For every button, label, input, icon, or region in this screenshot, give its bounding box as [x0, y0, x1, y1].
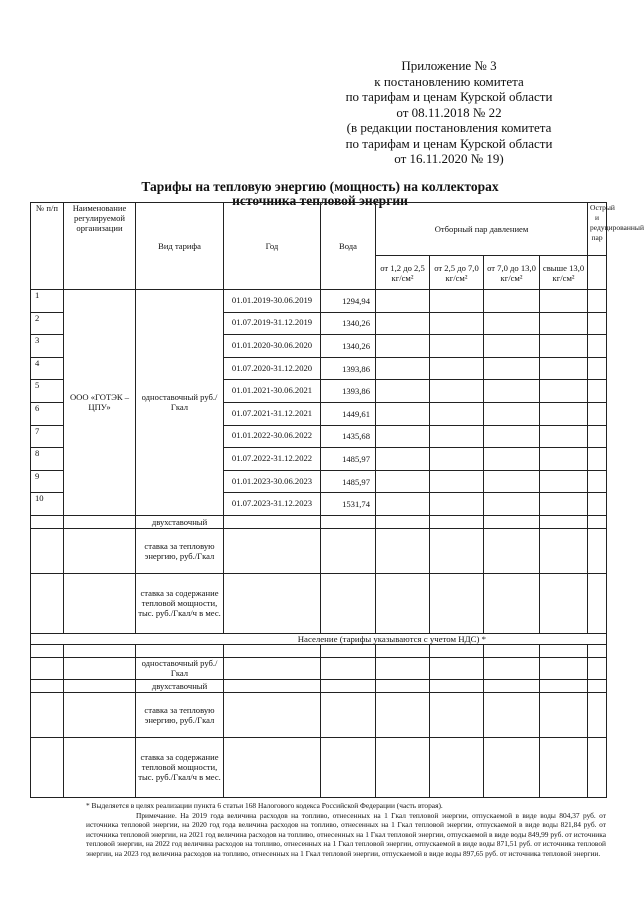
header-line: Приложение № 3 — [401, 58, 497, 73]
footnotes — [86, 801, 606, 858]
row-number: 4 — [31, 357, 64, 380]
row-number: 2 — [31, 312, 64, 335]
header-steam-2: от 2,5 до 7,0 кг/см² — [430, 256, 484, 290]
table-row — [31, 692, 607, 737]
period: 01.01.2019-30.06.2019 — [224, 290, 321, 313]
period: 01.07.2021-31.12.2021 — [224, 402, 321, 425]
population-row — [31, 633, 607, 644]
period: 01.01.2023-30.06.2023 — [224, 470, 321, 493]
rate-energy-label: ставка за тепловую энергию, руб./Гкал — [136, 528, 224, 573]
population-label: Население (тарифы указываются с учетом НДС) * — [31, 633, 607, 644]
water-value: 1294,94 — [321, 290, 376, 313]
title-line: Тарифы на тепловую энергию (мощность) на коллекторах — [141, 179, 499, 194]
tariff-table — [30, 202, 644, 798]
water-value: 1485,97 — [321, 448, 376, 471]
header-line: (в редакции постановления комитета — [346, 120, 552, 135]
period: 01.01.2022-30.06.2022 — [224, 425, 321, 448]
pop-rate-capacity-label: ставка за содержание тепловой мощности, тыс. руб./Гкал/ч в мес. — [136, 737, 224, 797]
header-year: Год — [224, 203, 321, 290]
title-line: источника тепловой энергии — [232, 193, 408, 208]
footnote-vat: * Выделяется в целях реализации пункта 6 статьи 168 Налогового кодекса Российской Федерации (часть вторая). — [86, 801, 443, 810]
water-value: 1435,68 — [321, 425, 376, 448]
pop-one-rate-label: одноставочный руб./Гкал — [136, 657, 224, 679]
header-steam-1: от 1,2 до 2,5 кг/см² — [376, 256, 430, 290]
period: 01.07.2022-31.12.2022 — [224, 448, 321, 471]
header-line: по тарифам и ценам Курской области — [345, 135, 553, 151]
tariff-type-one-rate: одноставочный руб./Гкал — [136, 290, 224, 516]
row-number: 9 — [31, 470, 64, 493]
appendix-header — [318, 58, 580, 167]
row-number: 8 — [31, 448, 64, 471]
header-tariff-type: Вид тарифа — [136, 203, 224, 290]
header-line: от 08.11.2018 № 22 — [396, 104, 502, 120]
row-number: 1 — [31, 290, 64, 313]
row-number: 10 — [31, 493, 64, 516]
table-row — [31, 644, 607, 657]
water-value: 1393,86 — [321, 357, 376, 380]
period: 01.01.2021-30.06.2021 — [224, 380, 321, 403]
row-number: 5 — [31, 380, 64, 403]
pop-two-rate-label: двухставочный — [136, 679, 224, 692]
water-value: 1340,26 — [321, 335, 376, 358]
water-value: 1340,26 — [321, 312, 376, 335]
org-name: ООО «ГОТЭК – ЦПУ» — [64, 290, 136, 516]
footnote-remark: Примечание. На 2019 года величина расходов на топливо, отнесенных на 1 Гкал тепловой энергии, отпускаемой в виде воды 804,37 руб. от источника тепловой энергии, на 2020 год года величина расходов на топливо, отнесенных на 1 Гкал тепловой энергии, отпускаемой в виде воды 821,84 руб. от источника тепловой энергии, на 2021 год величина расходов на топливо, отнесенных на 1 Гкал тепловой энергии, отпускаемой в виде воды 849,99 руб. от источника тепловой энергии, на 2022 год величина расходов на топливо, отнесенных на 1 Гкал тепловой энергии, отпускаемой в виде воды 871,51 руб. от источника тепловой энергии, на 2023 год величина расходов на топливо, отнесенных на 1 Гкал тепловой энергии, отпускаемой в виде воды 897,65 руб. от источника тепловой энергии. — [86, 810, 606, 858]
header-steam-3: от 7,0 до 13,0 кг/см² — [484, 256, 540, 290]
rate-capacity-label: ставка за содержание тепловой мощности, тыс. руб./Гкал/ч в мес. — [136, 573, 224, 633]
period: 01.01.2020-30.06.2020 — [224, 335, 321, 358]
header-sharp-steam: Острый и редуцированный пар — [588, 203, 607, 256]
header-steam: Отборный пар давлением — [376, 203, 588, 256]
header-line: по тарифам и ценам Курской области — [345, 89, 553, 104]
table-row — [31, 528, 607, 573]
period: 01.07.2019-31.12.2019 — [224, 312, 321, 335]
table-row — [31, 515, 607, 528]
period: 01.07.2023-31.12.2023 — [224, 493, 321, 516]
row-number: 6 — [31, 402, 64, 425]
header-line: к постановлению комитета — [374, 73, 524, 89]
table-row — [31, 290, 607, 313]
water-value: 1449,61 — [321, 402, 376, 425]
water-value: 1393,86 — [321, 380, 376, 403]
water-value: 1531,74 — [321, 493, 376, 516]
pop-rate-energy-label: ставка за тепловую энергию, руб./Гкал — [136, 692, 224, 737]
two-rate-label: двухставочный — [136, 515, 224, 528]
water-value: 1485,97 — [321, 470, 376, 493]
header-org: Наименование регулируемой организации — [64, 203, 136, 290]
table-row — [31, 737, 607, 797]
period: 01.07.2020-31.12.2020 — [224, 357, 321, 380]
header-line: от 16.11.2020 № 19) — [394, 151, 504, 166]
header-num: № п/п — [31, 203, 64, 290]
row-number: 7 — [31, 425, 64, 448]
table-row — [31, 573, 607, 633]
header-water: Вода — [321, 203, 376, 290]
table-row — [31, 657, 607, 679]
header-steam-4: свыше 13,0 кг/см² — [540, 256, 588, 290]
row-number: 3 — [31, 335, 64, 358]
table-row — [31, 679, 607, 692]
